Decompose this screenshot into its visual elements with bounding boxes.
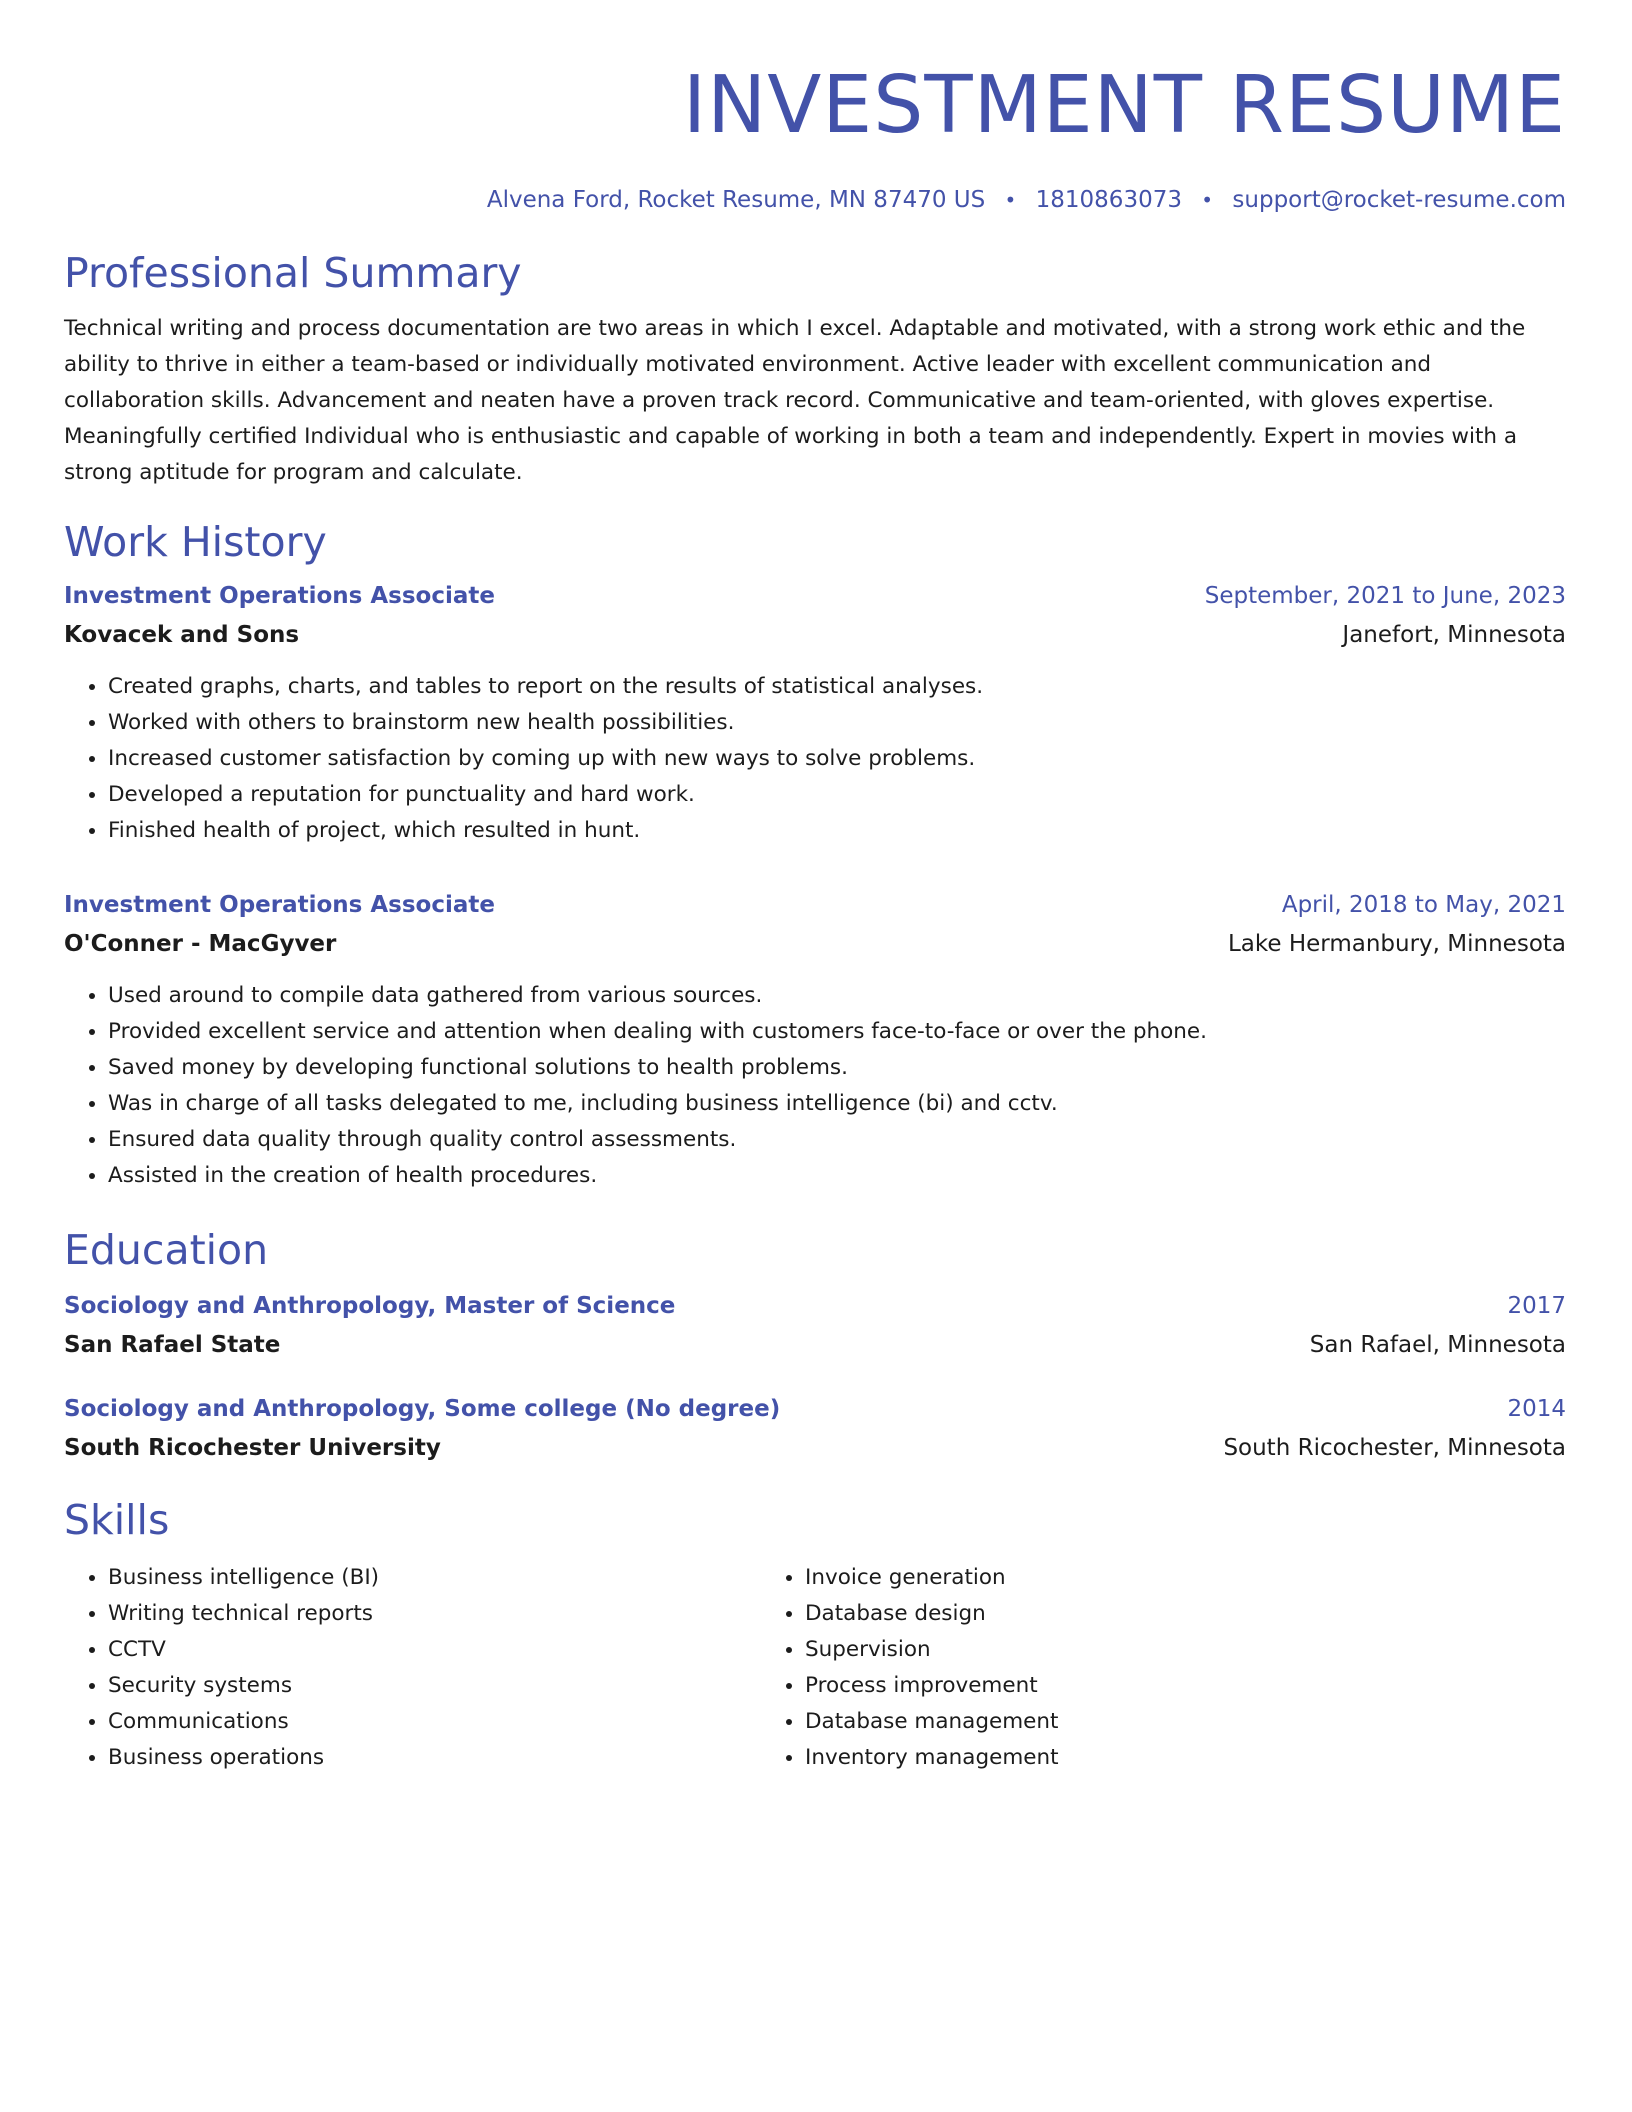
- skills-column-right: [761, 1560, 1458, 1776]
- graduation-year: 2014: [1507, 1396, 1566, 1422]
- education-entry: [64, 1393, 1566, 1464]
- job-role: Investment Operations Associate: [64, 892, 495, 918]
- resume-page: [64, 0, 1566, 1776]
- skill-item: • Security systems: [108, 1668, 761, 1704]
- job-dates: April, 2018 to May, 2021: [1281, 892, 1566, 918]
- school-location: South Ricochester, Minnesota: [1223, 1435, 1566, 1461]
- job-location: Janefort, Minnesota: [1342, 622, 1566, 648]
- job-role: Investment Operations Associate: [64, 583, 495, 609]
- contact-phone[interactable]: 1810863073: [1035, 187, 1182, 213]
- list-item: • Provided excellent service and attention when dealing with customers face-to-face or over the phone.: [108, 1014, 1566, 1050]
- job-bullets: [64, 669, 1566, 849]
- list-item: • Finished health of project, which resulted in hunt.: [108, 813, 1566, 849]
- skill-item: • Communications: [108, 1704, 761, 1740]
- list-item: • Increased customer satisfaction by coming up with new ways to solve problems.: [108, 741, 1566, 777]
- contact-separator: •: [1004, 188, 1017, 212]
- skill-item: • Supervision: [805, 1632, 1458, 1668]
- job-location: Lake Hermanbury, Minnesota: [1227, 931, 1566, 957]
- school-location: San Rafael, Minnesota: [1309, 1332, 1566, 1358]
- work-history-heading: Work History: [64, 518, 327, 566]
- list-item: • Worked with others to brainstorm new health possibilities.: [108, 705, 1566, 741]
- list-item: • Created graphs, charts, and tables to report on the results of statistical analyses.: [108, 669, 1566, 705]
- skill-item: • Database management: [805, 1704, 1458, 1740]
- education-entry: [64, 1290, 1566, 1361]
- skill-item: • Business operations: [108, 1740, 761, 1776]
- list-item: • Developed a reputation for punctuality and hard work.: [108, 777, 1566, 813]
- contact-address: Alvena Ford, Rocket Resume, MN 87470 US: [486, 187, 986, 213]
- contact-line: [64, 185, 1566, 215]
- graduation-year: 2017: [1507, 1293, 1566, 1319]
- skill-item: • Process improvement: [805, 1668, 1458, 1704]
- job-bullets: [64, 978, 1566, 1194]
- list-item: • Ensured data quality through quality control assessments.: [108, 1122, 1566, 1158]
- skill-item: • Writing technical reports: [108, 1596, 761, 1632]
- skill-item: • Invoice generation: [805, 1560, 1458, 1596]
- skills-list: [64, 1560, 1566, 1776]
- job-company: Kovacek and Sons: [64, 622, 300, 648]
- skills-column-left: [64, 1560, 761, 1776]
- skill-item: • Database design: [805, 1596, 1458, 1632]
- summary-text: Technical writing and process documentation are two areas in which I excel. Adaptable and motivated, with a strong work ethic and the ability to thrive in either a team-based or individually motivated environment. Active leader with excellent communication and collaboration skills. Advancement and neaten have a proven track record. Communicative and team-oriented, with gloves expertise. Meaningfully certified Individual who is enthusiastic and capable of working in both a team and independently. Expert in movies with a strong aptitude for program and calculate.: [64, 316, 1526, 485]
- list-item: • Was in charge of all tasks delegated to me, including business intelligence (bi) and cctv.: [108, 1086, 1566, 1122]
- job-dates: September, 2021 to June, 2023: [1204, 583, 1566, 609]
- job-entry: [64, 889, 1566, 1194]
- summary-heading: Professional Summary: [64, 249, 522, 297]
- skills-heading: Skills: [64, 1496, 170, 1544]
- skill-item: • CCTV: [108, 1632, 761, 1668]
- list-item: • Assisted in the creation of health procedures.: [108, 1158, 1566, 1194]
- skill-item: • Business intelligence (BI): [108, 1560, 761, 1596]
- contact-separator: •: [1201, 188, 1214, 212]
- job-company: O'Conner - MacGyver: [64, 931, 337, 957]
- degree: Sociology and Anthropology, Some college (No degree): [64, 1396, 781, 1422]
- list-item: • Saved money by developing functional solutions to health problems.: [108, 1050, 1566, 1086]
- school-name: South Ricochester University: [64, 1435, 441, 1461]
- skill-item: • Inventory management: [805, 1740, 1458, 1776]
- degree: Sociology and Anthropology, Master of Science: [64, 1293, 676, 1319]
- job-entry: [64, 580, 1566, 849]
- list-item: • Used around to compile data gathered from various sources.: [108, 978, 1566, 1014]
- resume-title: INVESTMENT RESUME: [682, 59, 1566, 151]
- contact-email[interactable]: support@rocket-resume.com: [1232, 187, 1566, 213]
- resume-header: [64, 0, 1566, 215]
- education-heading: Education: [64, 1226, 269, 1274]
- school-name: San Rafael State: [64, 1332, 281, 1358]
